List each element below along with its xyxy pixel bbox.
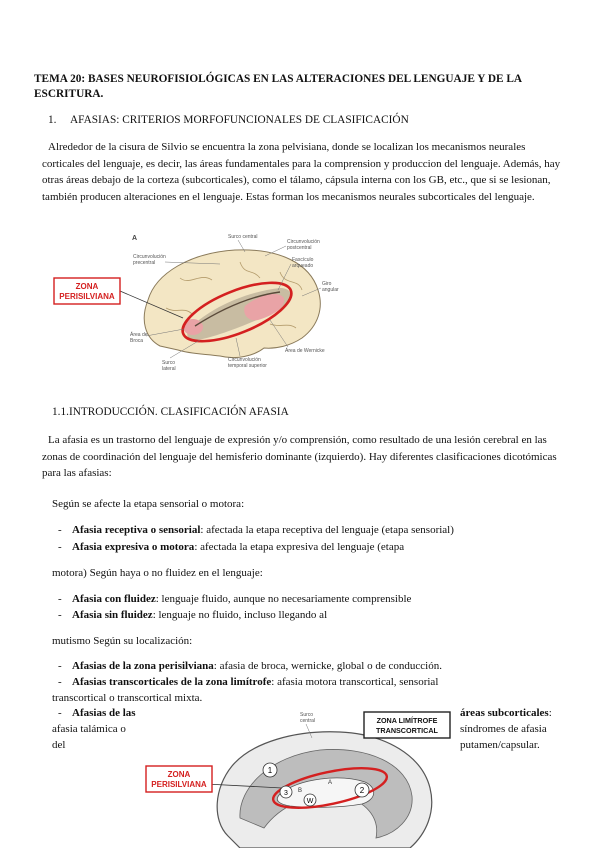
label-giro-2: angular	[322, 287, 339, 293]
list-item-transcorticales: - Afasias transcorticales de la zona limítrofe: afasia motora transcortical, sensorial	[58, 676, 439, 688]
zone2-label-line-1: ZONA	[167, 770, 191, 779]
document-title: TEMA 20: BASES NEUROFISIOLÓGICAS EN LAS ALTERACIONES DEL LENGUAJE Y DE LA ESCRITURA.	[34, 73, 522, 100]
paragraph-1	[42, 139, 562, 205]
term-afasias-de-las: Afasias de las	[72, 707, 136, 719]
label-broca-1: Área de	[130, 332, 148, 338]
label-temporal-2: temporal superior	[228, 363, 267, 369]
figure-letter: A	[132, 235, 138, 242]
label-surco-central: Surco central	[228, 234, 258, 240]
section-number: 1.	[48, 114, 57, 126]
paragraph-1-text: Alrededor de la cisura de Silvio se encuentra la zona pelvisiana, donde se localizan los mecanismos neurales corticales del lenguaje, es decir, las áreas fundamentales para la comprension y produccion del lenguaje. Además, hay otras áreas debajo de la corteza (subcorticales), como el tálamo, cápsula interna con los GB, etc., que si se lesionan, también producen alteraciones en el lenguaje. Estas forman los mecanismos neurales subcorticales del lenguaje.	[42, 141, 561, 203]
label-precentral-2: precentral	[133, 260, 156, 266]
zone-letter-b: B	[298, 788, 303, 794]
section-heading-1-1: 1.1.INTRODUCCIÓN. CLASIFICACIÓN AFASIA	[52, 406, 289, 418]
label-fasciculo-1: Fascículo	[292, 257, 314, 263]
list-item-expresiva: - Afasia expresiva o motora: afectada la etapa expresiva del lenguaje (etapa	[58, 541, 405, 553]
line-sindromes: síndromes de afasia	[460, 723, 547, 735]
term-expresiva: Afasia expresiva o motora	[72, 541, 195, 553]
line-del: del	[52, 739, 66, 751]
label-postcentral-1: Circunvolución	[287, 239, 320, 245]
line-segun-etapa: Según se afecte la etapa sensorial o motora:	[52, 498, 245, 510]
line-motora-cont: motora) Según haya o no fluidez en el lenguaje:	[52, 567, 263, 579]
paragraph-2	[42, 432, 562, 482]
list-item-receptiva: - Afasia receptiva o sensorial: afectada la etapa receptiva del lenguaje (etapa sensorial)	[58, 524, 454, 536]
zone-label-line-2: PERISILVIANA	[59, 292, 115, 301]
label-surco-lateral-2: lateral	[162, 366, 176, 372]
label-postcentral-2: postcentral	[287, 245, 312, 251]
label-precentral-1: Circunvolución	[133, 254, 166, 260]
section-heading-1	[48, 114, 409, 126]
term-sin-fluidez: Afasia sin fluidez	[72, 609, 153, 621]
label-wernicke: Área de Wernicke	[285, 348, 325, 354]
term-perisilviana: Afasias de la zona perisilviana	[72, 660, 214, 672]
limitrofe-label-1: ZONA LIMÍTROFE	[376, 716, 438, 725]
brain-figure-perisilvian	[40, 228, 370, 378]
line-putamen: putamen/capsular.	[460, 739, 540, 751]
term-transcorticales: Afasias transcorticales de la zona limítrofe	[72, 676, 272, 688]
term-fluidez: Afasia con fluidez	[72, 593, 156, 605]
brain-figure-transcortical	[140, 708, 460, 848]
term-areas-subcorticales: áreas subcorticales	[460, 707, 549, 719]
term-areas-subcorticales-wrap: áreas subcorticales:	[460, 707, 552, 719]
zone-label-line-1: ZONA	[75, 282, 99, 291]
list-item-perisilviana: - Afasias de la zona perisilviana: afasia de broca, wernicke, global o de conducción.	[58, 660, 442, 672]
zone-number-1: 1	[267, 766, 273, 775]
list-item-sin-fluidez: - Afasia sin fluidez: lenguaje no fluido, incluso llegando al	[58, 609, 328, 621]
zone-number-2: 2	[359, 786, 365, 795]
list-item-subcorticales: - Afasias de las	[58, 707, 136, 719]
line-afasia-talamica: afasia talámica o	[52, 723, 126, 735]
list-item-fluidez: - Afasia con fluidez: lenguaje fluido, aunque no necesariamente comprensible	[58, 593, 412, 605]
line-mutismo: mutismo Según su localización:	[52, 635, 193, 647]
zone-number-3: 3	[284, 790, 288, 797]
section-heading-text: AFASIAS: CRITERIOS MORFOFUNCIONALES DE CLASIFICACIÓN	[70, 114, 409, 126]
paragraph-2-text: La afasia es un trastorno del lenguaje de expresión y/o comprensión, como resultado de una lesión cerebral en las zonas de coordinación del lenguaje del hemisferio dominante (izquierdo). Hay diferentes clasificaciones dicotómicas para las afasias:	[42, 434, 557, 479]
label-surco-lateral-1: Surco	[162, 360, 176, 366]
label-broca-2: Broca	[130, 338, 144, 344]
zone-letter-a: A	[328, 780, 333, 786]
label-surco-1: Surco	[300, 712, 314, 718]
label-surco-2: central	[300, 718, 316, 724]
label-giro-1: Giro	[322, 281, 332, 287]
zone-number-w: W	[306, 798, 314, 805]
term-receptiva: Afasia receptiva o sensorial	[72, 524, 201, 536]
limitrofe-label-2: TRANSCORTICAL	[376, 726, 438, 735]
line-transcorticales-cont: transcortical o transcortical mixta.	[52, 692, 203, 704]
zone2-label-line-2: PERISILVIANA	[151, 780, 207, 789]
label-temporal-1: Circunvolución	[228, 357, 261, 363]
label-fasciculo-2: arqueado	[292, 263, 314, 269]
